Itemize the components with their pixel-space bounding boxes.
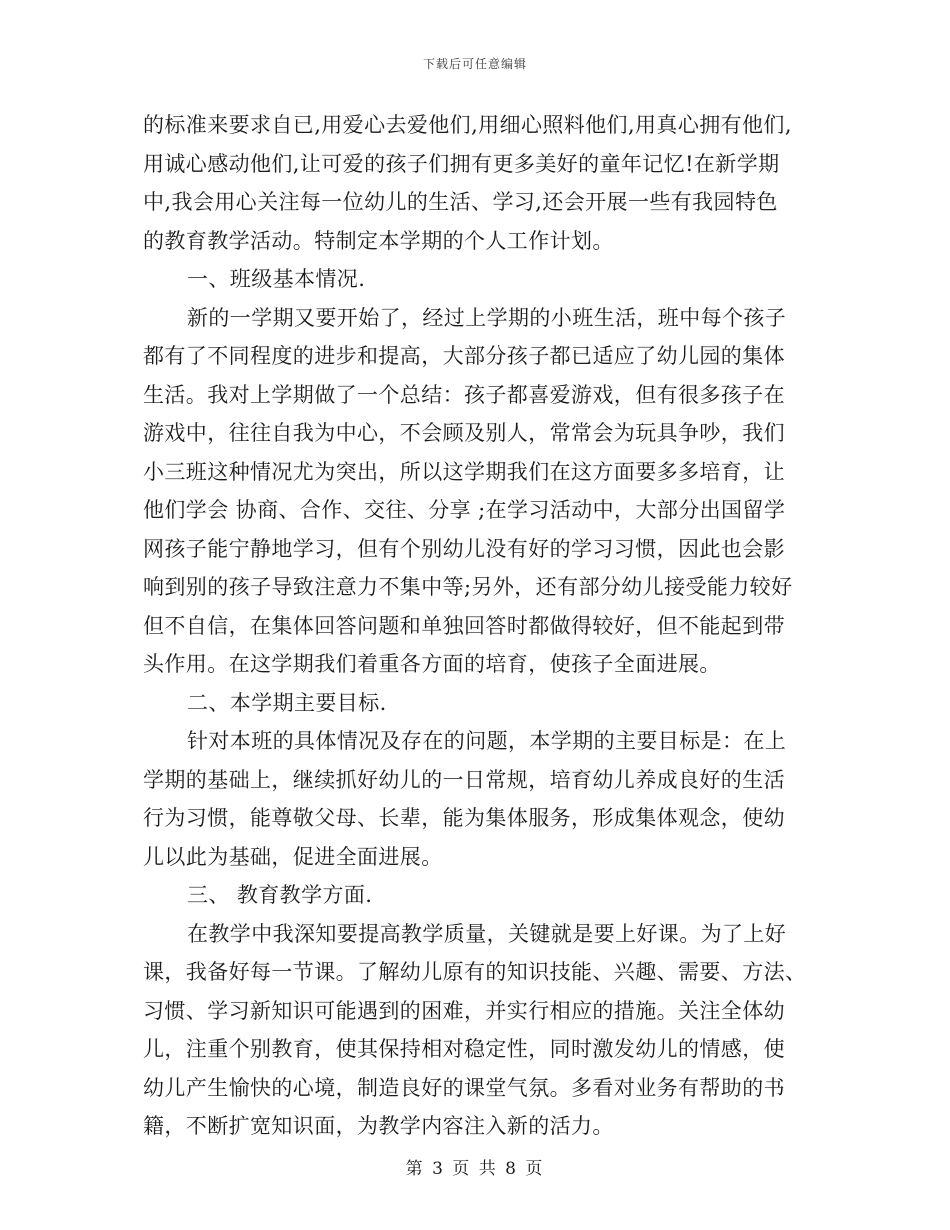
paragraph-line: 用诚心感动他们,让可爱的孩子们拥有更多美好的童年记忆!在新学期 bbox=[143, 151, 780, 176]
paragraph-line: 学期的基础上，继续抓好幼儿的一日常规，培育幼儿养成良好的生活 bbox=[143, 767, 785, 792]
section-heading: 二、本学期主要目标. bbox=[187, 690, 387, 715]
paragraph-line: 生活。我对上学期做了一个总结：孩子都喜爱游戏，但有很多孩子在 bbox=[143, 382, 785, 407]
paragraph-line: 网孩子能宁静地学习，但有个别幼儿没有好的学习习惯，因此也会影 bbox=[143, 536, 785, 561]
paragraph-line: 的教育教学活动。特制定本学期的个人工作计划。 bbox=[143, 228, 614, 253]
paragraph-line: 课，我备好每一节课。了解幼儿原有的知识技能、兴趣、需要、方法、 bbox=[143, 960, 807, 984]
paragraph-line: 的标准来要求自已,用爱心去爱他们,用细心照料他们,用真心拥有他们, bbox=[143, 113, 792, 137]
section-heading: 三、 教育教学方面. bbox=[187, 883, 373, 907]
paragraph-line: 新的一学期又要开始了，经过上学期的小班生活，班中每个孩子 bbox=[187, 305, 787, 330]
document-body bbox=[143, 106, 811, 1146]
paragraph-line: 籍，不断扩宽知识面，为教学内容注入新的活力。 bbox=[143, 1114, 614, 1138]
paragraph-line: 儿以此为基础，促进全面进展。 bbox=[143, 844, 443, 869]
paragraph-line: 他们学会 协商、合作、交往、分享 ;在学习活动中，大部分出国留学 bbox=[143, 498, 786, 522]
paragraph-line: 儿，注重个别教育，使其保持相对稳定性，同时激发幼儿的情感，使 bbox=[143, 1037, 785, 1061]
paragraph-line: 但不自信，在集体回答问题和单独回答时都做得较好，但不能起到带 bbox=[143, 613, 785, 638]
page-header: 下载后可任意编辑 bbox=[422, 57, 527, 71]
page-footer: 第 3 页 共 8 页 bbox=[405, 1159, 545, 1179]
paragraph-line: 针对本班的具体情况及存在的问题，本学期的主要目标是：在上 bbox=[187, 729, 787, 753]
paragraph-line: 头作用。在这学期我们着重各方面的培育，使孩子全面进展。 bbox=[143, 652, 721, 676]
paragraph-line: 行为习惯，能尊敬父母、长辈，能为集体服务，形成集体观念，使幼 bbox=[143, 806, 785, 830]
paragraph-line: 都有了不同程度的进步和提高，大部分孩子都已适应了幼儿园的集体 bbox=[143, 344, 785, 368]
section-heading: 一、班级基本情况. bbox=[187, 267, 366, 291]
paragraph-line: 幼儿产生愉快的心境，制造良好的课堂气氛。多看对业务有帮助的书 bbox=[143, 1075, 785, 1100]
paragraph-line: 小三班这种情况尤为突出，所以这学期我们在这方面要多多培育，让 bbox=[143, 459, 785, 484]
paragraph-line: 在教学中我深知要提高教学质量，关键就是要上好课。为了上好 bbox=[187, 921, 787, 946]
paragraph-line: 游戏中，往往自我为中心，不会顾及别人，常常会为玩具争吵，我们 bbox=[143, 421, 785, 445]
paragraph-line: 习惯、学习新知识可能遇到的困难，并实行相应的措施。关注全体幼 bbox=[143, 998, 785, 1023]
paragraph-line: 响到别的孩子导致注意力不集中等;另外，还有部分幼儿接受能力较好 bbox=[143, 575, 793, 599]
paragraph-line: 中,我会用心关注每一位幼儿的生活、学习,还会开展一些有我园特色 bbox=[143, 190, 778, 214]
